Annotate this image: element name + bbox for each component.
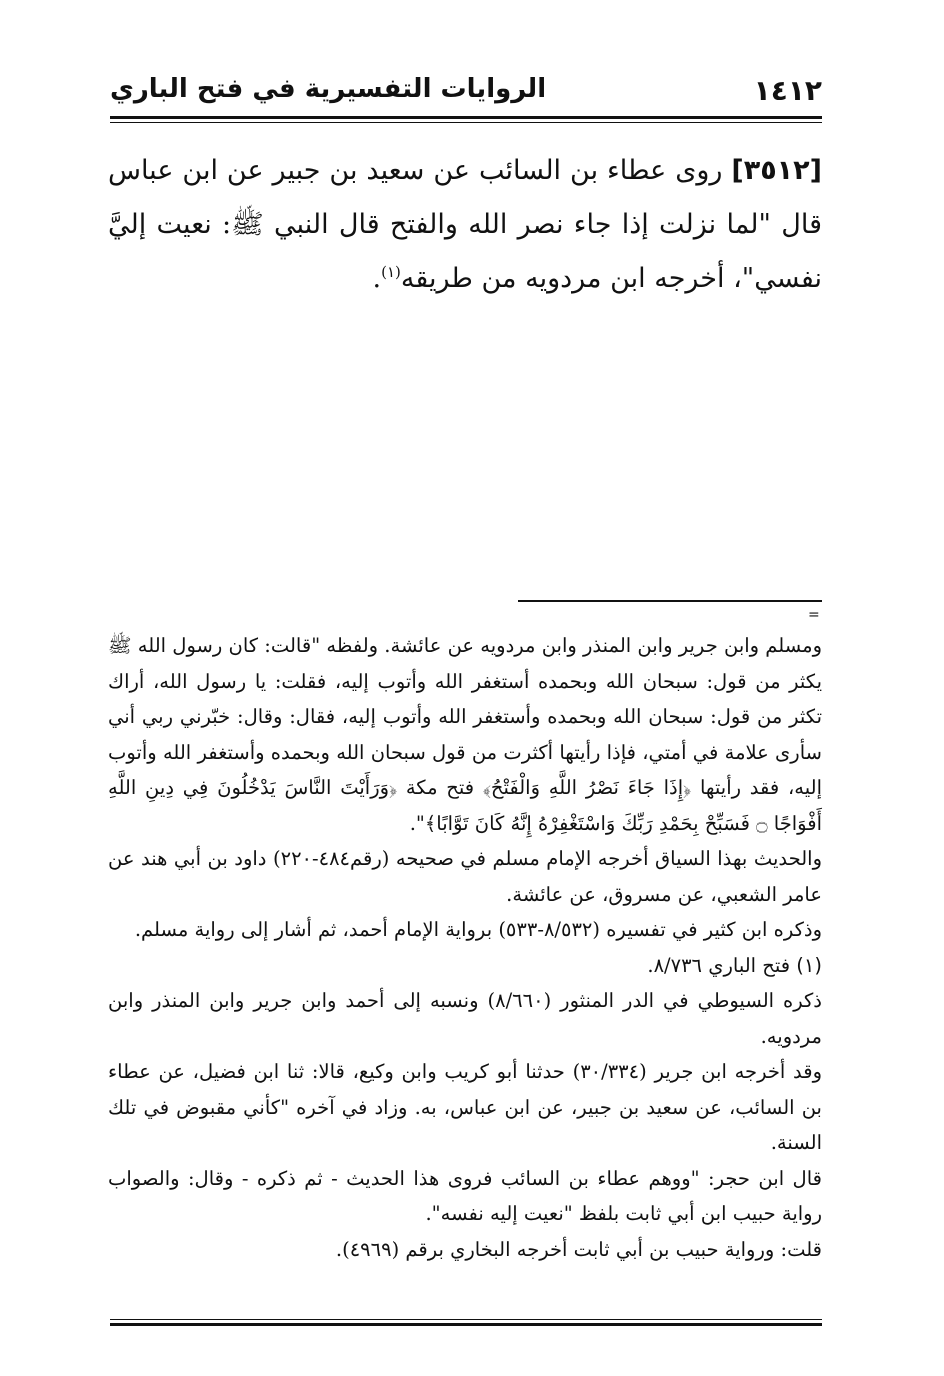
entry-text-line-2: قال "لما نزلت إذا جاء نصر الله والفتح قال النبي ﷺ: نعيت إليَّ نفسي"، [108,209,822,294]
continuation-mark: = [808,607,820,623]
footnote-continued-paragraph: ومسلم وابن جرير وابن المنذر وابن مردويه عن عائشة. ولفظه "قالت: كان رسول الله ﷺ يكثر من قول: سبحان الله وبحمده أستغفر الله وأتوب إليه، فقلت: يا رسول الله، أراك تكثر من قول: سبحان الله وبحمده وأستغفر الله وأتوب إليه، فقال: وقال: خبّرني ربي أني سأرى علامة في أمتي، فإذا رأيتها أكثرت من قول سبحان الله وبحمده وأستغفر الله وأتوب إليه، فقد رأيتها ﴿إِذَا جَاءَ نَصْرُ اللَّهِ وَالْفَتْحُ﴾ فتح مكة ﴿وَرَأَيْتَ النَّاسَ يَدْخُلُونَ فِي دِينِ اللَّهِ أَفْوَاجًا ۝ فَسَبِّحْ بِحَمْدِ رَبِّكَ وَاسْتَغْفِرْهُ إِنَّهُ كَانَ تَوَّابًا﴾". [108,634,822,835]
running-header [110,70,822,114]
footnote-1-label: (١) [796,953,822,977]
footnote-separator [518,600,822,602]
footnote-1-paragraph: وقد أخرجه ابن جرير (٣٠/٣٣٤) حدثنا أبو كريب وابن وكيع، قالا: ثنا ابن فضيل، عن عطاء بن السائب، عن سعيد بن جبير، عن ابن عباس، به. وزاد في آخره "كأني مقبوض في تلك السنة. [108,1060,822,1154]
header-rule-thin [110,122,822,123]
entry-text-end: . [372,263,382,294]
footer-rule-thin [110,1319,822,1320]
entry-text-line-3: أخرجه ابن مردويه من طريقه [400,263,725,294]
footnote-1-source: فتح الباري ٨/٧٣٦. [647,953,791,977]
header-rule [110,116,822,119]
footnote-continued-paragraph: وذكره ابن كثير في تفسيره (٨/٥٣٢-٥٣٣) برواية الإمام أحمد، ثم أشار إلى رواية مسلم. [134,918,822,941]
footnote-1-paragraph: قال ابن حجر: "ووهم عطاء بن السائب فروى هذا الحديث - ثم ذكره - وقال: والصواب رواية حبيب ابن أبي ثابت بلفظ "نعيت إليه نفسه". [108,1166,822,1225]
page-number: ١٤١٢ [753,74,822,107]
footnote-1-paragraph: قلت: ورواية حبيب بن أبي ثابت أخرجه البخاري برقم (٤٩٦٩). [335,1237,822,1261]
footnote-continued-paragraph: والحديث بهذا السياق أخرجه الإمام مسلم في صحيحه (رقم٤٨٤-٢٢٠) داود بن أبي هند عن عامر الشعبي، عن مسروق، عن عائشة. [108,847,822,906]
entry-text-line-1: روى عطاء بن السائب عن سعيد بن جبير عن ابن عباس [108,155,723,186]
footnotes [108,628,822,1267]
footnote-1-paragraph: ذكره السيوطي في الدر المنثور (٨/٦٦٠) ونسبه إلى أحمد وابن جرير وابن المنذر وابن مردويه. [108,989,822,1048]
footnote-1-head [108,948,822,984]
footnote-reference: (١) [381,263,401,281]
running-title: الروايات التفسيرية في فتح الباري [110,74,547,104]
main-entry [108,144,822,306]
entry-number: [٣٥١٢] [731,155,822,186]
footer-rule [110,1323,822,1326]
